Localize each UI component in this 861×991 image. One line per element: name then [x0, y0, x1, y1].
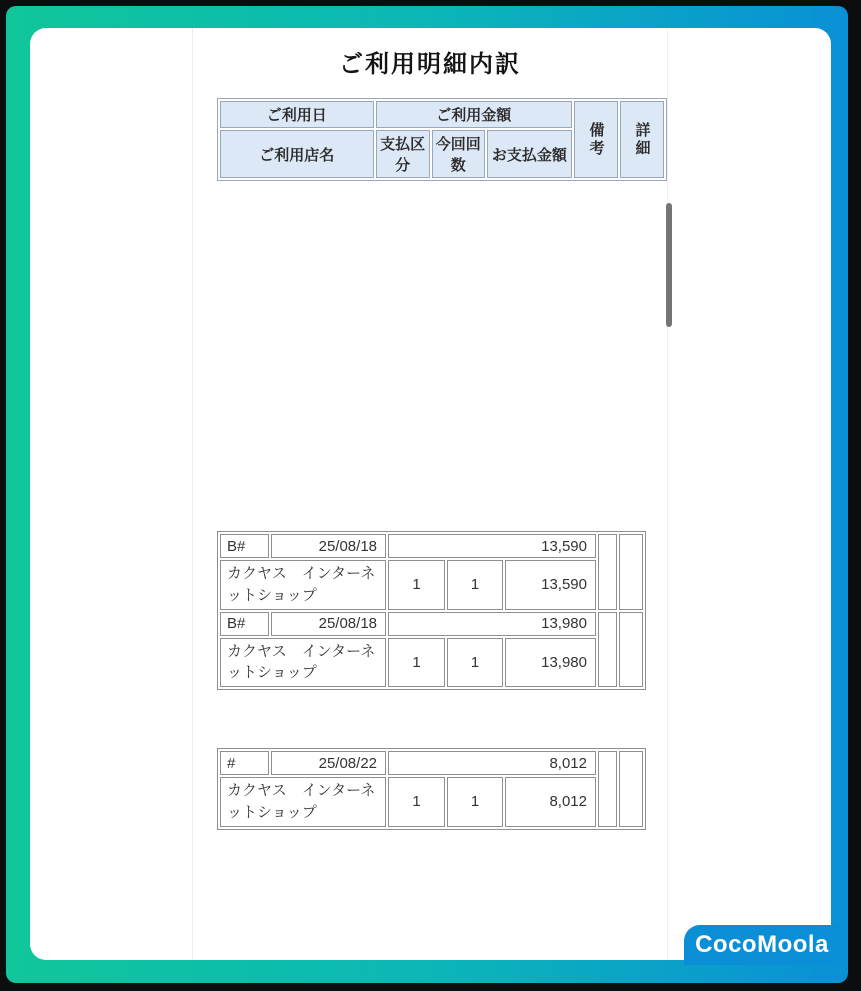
entry-payment-type: 1 — [388, 638, 445, 688]
entry-total-amount: 8,012 — [388, 751, 596, 775]
entry-payment-type: 1 — [388, 560, 445, 610]
entry-prefix: B# — [220, 612, 269, 636]
entry-remarks-cell — [598, 612, 617, 688]
entry-payment-type: 1 — [388, 777, 445, 827]
entry-date: 25/08/18 — [271, 534, 386, 558]
gradient-frame — [6, 6, 848, 983]
brand-badge — [684, 925, 840, 965]
entry-count: 1 — [447, 638, 503, 688]
statement-header-table — [217, 98, 667, 181]
page — [30, 28, 831, 960]
entry-detail-cell — [619, 534, 643, 610]
col-header-usage-date: ご利用日 — [220, 101, 374, 128]
entry-count: 1 — [447, 777, 503, 827]
entry-count: 1 — [447, 560, 503, 610]
col-header-usage-amount: ご利用金額 — [376, 101, 572, 128]
entry-date: 25/08/22 — [271, 751, 386, 775]
entry-1-date-row — [220, 534, 643, 558]
col-header-detail: 詳細 — [620, 101, 664, 178]
statement-entries-table-2 — [217, 748, 646, 830]
content-column — [192, 28, 668, 960]
entry-store-name: カクヤス インターネットショップ — [220, 638, 386, 688]
col-header-payment-type: 支払区分 — [376, 130, 430, 178]
col-header-payment-amount: お支払金額 — [487, 130, 572, 178]
entry-prefix: B# — [220, 534, 269, 558]
entry-payment-amount: 8,012 — [505, 777, 596, 827]
entry-3-date-row — [220, 751, 643, 775]
brand-label: CocoMoola — [695, 931, 829, 958]
entry-prefix: # — [220, 751, 269, 775]
entry-payment-amount: 13,590 — [505, 560, 596, 610]
scrollbar-thumb[interactable] — [666, 203, 672, 327]
entry-date: 25/08/18 — [271, 612, 386, 636]
entry-payment-amount: 13,980 — [505, 638, 596, 688]
entry-total-amount: 13,980 — [388, 612, 596, 636]
entry-store-name: カクヤス インターネットショップ — [220, 560, 386, 610]
col-header-remarks: 備考 — [574, 101, 618, 178]
entry-store-name: カクヤス インターネットショップ — [220, 777, 386, 827]
entry-remarks-cell — [598, 751, 617, 827]
page-title: ご利用明細内訳 — [339, 51, 521, 78]
col-header-store-name: ご利用店名 — [220, 130, 374, 178]
entry-2-date-row — [220, 612, 643, 636]
entry-remarks-cell — [598, 534, 617, 610]
statement-entries-table-1 — [217, 531, 646, 690]
entry-3-store-row — [220, 777, 643, 827]
col-header-count: 今回回数 — [432, 130, 485, 178]
entry-2-store-row — [220, 638, 643, 688]
entry-total-amount: 13,590 — [388, 534, 596, 558]
entry-detail-cell — [619, 751, 643, 827]
entry-detail-cell — [619, 612, 643, 688]
entry-1-store-row — [220, 560, 643, 610]
